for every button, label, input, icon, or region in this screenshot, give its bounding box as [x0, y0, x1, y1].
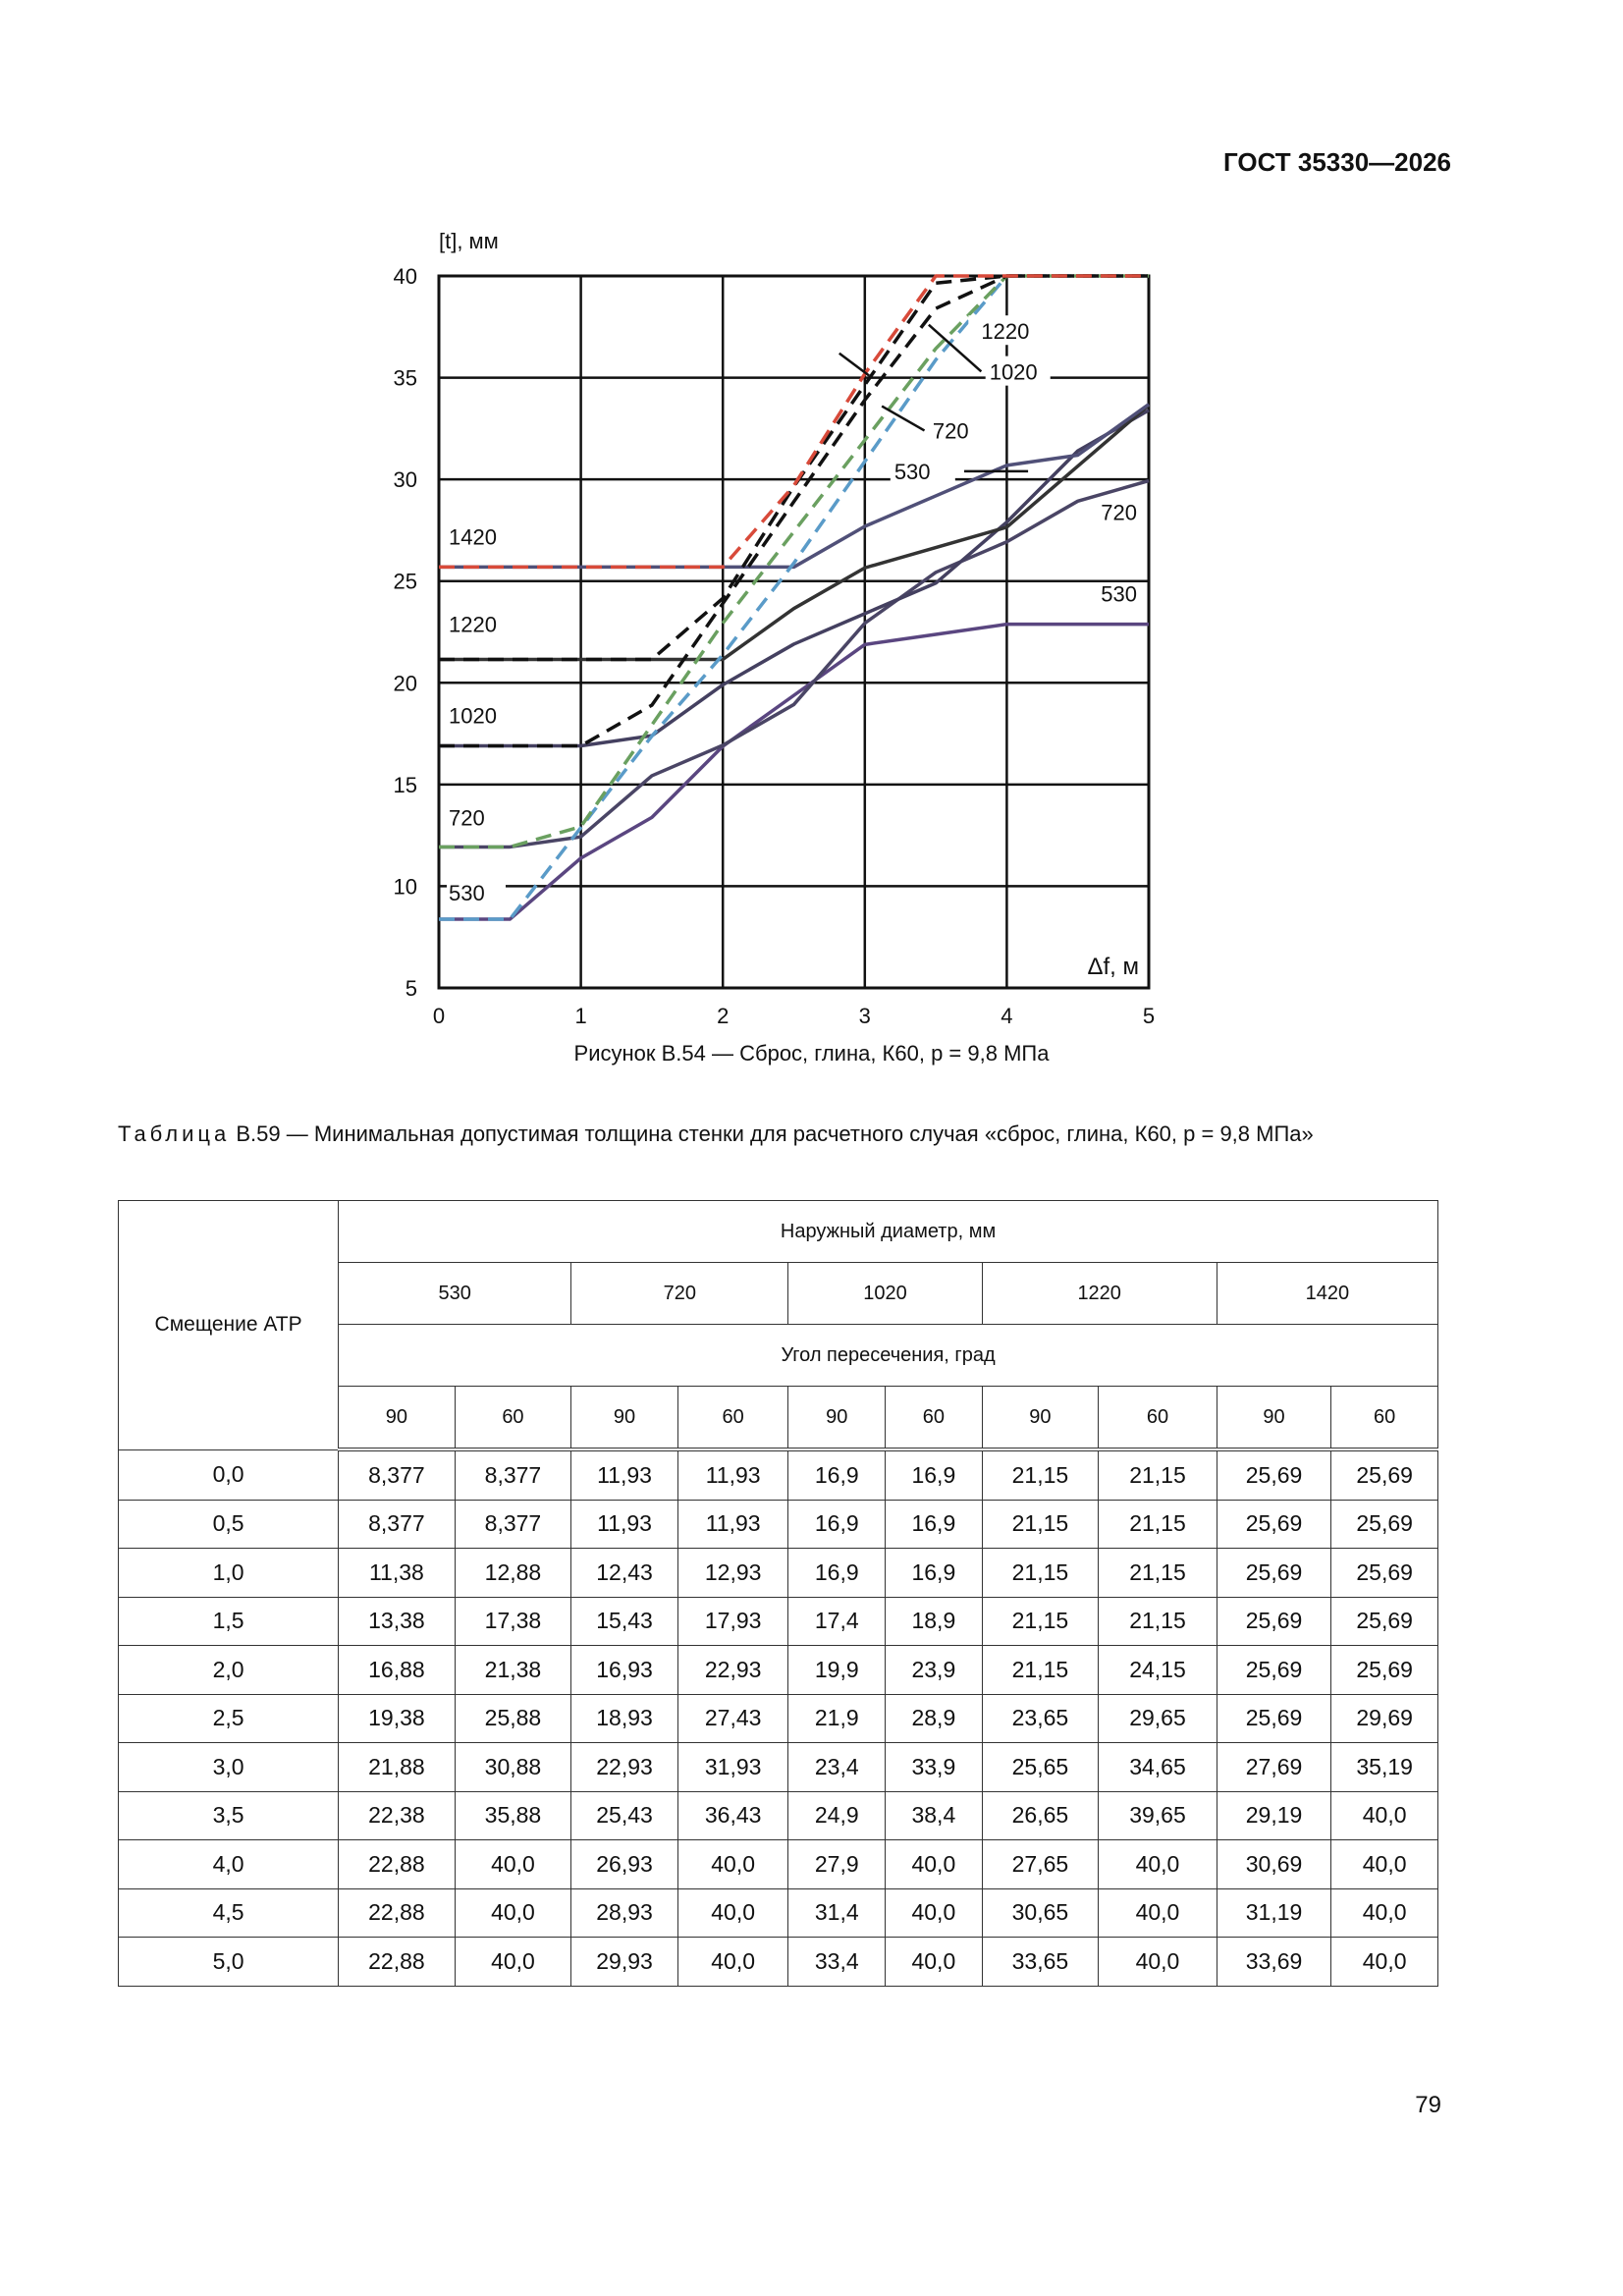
- value-cell: 16,9: [886, 1449, 983, 1500]
- value-cell: 25,69: [1331, 1646, 1438, 1695]
- value-cell: 40,0: [1099, 1888, 1217, 1938]
- value-cell: 33,69: [1217, 1938, 1331, 1987]
- value-cell: 22,93: [677, 1646, 788, 1695]
- value-cell: 15,43: [571, 1597, 678, 1646]
- table-caption-text: В.59 — Минимальная допустимая толщина стенки для расчетного случая «сброс, глина, К60, p = 9,8 МПа»: [230, 1121, 1314, 1146]
- value-cell: 29,93: [571, 1938, 678, 1987]
- value-cell: 22,88: [339, 1888, 456, 1938]
- curve-label-720: 720: [449, 805, 485, 831]
- value-cell: 17,4: [788, 1597, 886, 1646]
- value-cell: 8,377: [455, 1500, 571, 1549]
- value-cell: 24,15: [1099, 1646, 1217, 1695]
- table-row: [119, 1500, 1438, 1549]
- offset-cell: 4,5: [119, 1888, 339, 1938]
- y-tick-label: 5: [405, 976, 417, 1001]
- x-tick-label: 5: [1142, 1004, 1156, 1028]
- value-cell: 31,19: [1217, 1888, 1331, 1938]
- value-cell: 18,93: [571, 1694, 678, 1743]
- value-cell: 40,0: [886, 1840, 983, 1889]
- value-cell: 16,9: [886, 1549, 983, 1598]
- value-cell: 40,0: [455, 1938, 571, 1987]
- x-tick-label: 4: [1001, 1004, 1013, 1028]
- value-cell: 40,0: [1331, 1840, 1438, 1889]
- value-cell: 25,69: [1331, 1500, 1438, 1549]
- offset-cell: 3,0: [119, 1743, 339, 1792]
- table-row: [119, 1888, 1438, 1938]
- value-cell: 27,43: [677, 1694, 788, 1743]
- value-cell: 16,9: [788, 1500, 886, 1549]
- value-cell: 11,93: [677, 1449, 788, 1500]
- value-cell: 35,88: [455, 1791, 571, 1840]
- curve-label-1220: 1220: [449, 612, 497, 637]
- value-cell: 25,69: [1331, 1549, 1438, 1598]
- table-row: [119, 1694, 1438, 1743]
- value-cell: 16,88: [339, 1646, 456, 1695]
- y-tick-label: 35: [393, 365, 417, 391]
- angle-cell: 60: [1099, 1387, 1217, 1450]
- y-tick-label: 10: [393, 874, 417, 900]
- value-cell: 25,69: [1217, 1597, 1331, 1646]
- table-row: [119, 1646, 1438, 1695]
- offset-cell: 1,5: [119, 1597, 339, 1646]
- table-row: [119, 1597, 1438, 1646]
- value-cell: 31,4: [788, 1888, 886, 1938]
- value-cell: 8,377: [455, 1449, 571, 1500]
- angle-cell: 60: [886, 1387, 983, 1450]
- value-cell: 40,0: [1331, 1791, 1438, 1840]
- diameter-header: Наружный диаметр, мм: [339, 1201, 1438, 1263]
- value-cell: 28,9: [886, 1694, 983, 1743]
- value-cell: 21,15: [982, 1500, 1099, 1549]
- offset-cell: 3,5: [119, 1791, 339, 1840]
- value-cell: 40,0: [677, 1888, 788, 1938]
- table-caption: [118, 1120, 1438, 1149]
- diameter-1020: 1020: [788, 1263, 982, 1325]
- offset-header: Смещение АТР: [119, 1201, 339, 1450]
- x-tick-label: 3: [858, 1004, 871, 1028]
- right-label-530: 530: [1101, 581, 1137, 607]
- y-tick-label: 15: [393, 772, 417, 797]
- value-cell: 40,0: [677, 1938, 788, 1987]
- value-cell: 40,0: [455, 1840, 571, 1889]
- offset-cell: 4,0: [119, 1840, 339, 1889]
- value-cell: 21,15: [1099, 1549, 1217, 1598]
- offset-cell: 0,5: [119, 1500, 339, 1549]
- value-cell: 19,38: [339, 1694, 456, 1743]
- value-cell: 40,0: [1331, 1938, 1438, 1987]
- diameter-720: 720: [571, 1263, 788, 1325]
- value-cell: 16,9: [788, 1449, 886, 1500]
- value-cell: 33,9: [886, 1743, 983, 1792]
- offset-cell: 0,0: [119, 1449, 339, 1500]
- value-cell: 11,93: [571, 1449, 678, 1500]
- value-cell: 22,88: [339, 1938, 456, 1987]
- x-tick-label: 0: [432, 1004, 446, 1028]
- value-cell: 22,38: [339, 1791, 456, 1840]
- offset-cell: 5,0: [119, 1938, 339, 1987]
- value-cell: 21,38: [455, 1646, 571, 1695]
- value-cell: 38,4: [886, 1791, 983, 1840]
- value-cell: 29,19: [1217, 1791, 1331, 1840]
- value-cell: 30,69: [1217, 1840, 1331, 1889]
- value-cell: 13,38: [339, 1597, 456, 1646]
- curve-label-1020: 1020: [449, 703, 497, 729]
- value-cell: 40,0: [455, 1888, 571, 1938]
- value-cell: 21,15: [982, 1549, 1099, 1598]
- value-cell: 25,69: [1217, 1449, 1331, 1500]
- value-cell: 11,93: [677, 1500, 788, 1549]
- value-cell: 23,9: [886, 1646, 983, 1695]
- angle-cell: 60: [1331, 1387, 1438, 1450]
- value-cell: 21,9: [788, 1694, 886, 1743]
- value-cell: 35,19: [1331, 1743, 1438, 1792]
- document-number: ГОСТ 35330—2026: [1223, 147, 1451, 177]
- value-cell: 31,93: [677, 1743, 788, 1792]
- value-cell: 40,0: [886, 1938, 983, 1987]
- angle-cell: 90: [788, 1387, 886, 1450]
- x-tick-label: 1: [574, 1004, 587, 1028]
- value-cell: 23,65: [982, 1694, 1099, 1743]
- value-cell: 19,9: [788, 1646, 886, 1695]
- value-cell: 21,15: [982, 1646, 1099, 1695]
- y-tick-label: 40: [393, 264, 417, 289]
- value-cell: 25,69: [1331, 1449, 1438, 1500]
- table-row: [119, 1840, 1438, 1889]
- value-cell: 24,9: [788, 1791, 886, 1840]
- value-cell: 12,43: [571, 1549, 678, 1598]
- figure-caption: Рисунок В.54 — Сброс, глина, К60, p = 9,8 МПа: [573, 1041, 1050, 1066]
- value-cell: 29,69: [1331, 1694, 1438, 1743]
- value-cell: 36,43: [677, 1791, 788, 1840]
- value-cell: 33,4: [788, 1938, 886, 1987]
- angle-cell: 90: [1217, 1387, 1331, 1450]
- x-tick-label: 2: [717, 1004, 730, 1028]
- value-cell: 26,93: [571, 1840, 678, 1889]
- value-cell: 11,93: [571, 1500, 678, 1549]
- value-cell: 25,69: [1217, 1694, 1331, 1743]
- callout-label-720: 720: [932, 418, 969, 444]
- value-cell: 25,43: [571, 1791, 678, 1840]
- value-cell: 8,377: [339, 1500, 456, 1549]
- offset-cell: 2,0: [119, 1646, 339, 1695]
- value-cell: 25,69: [1217, 1500, 1331, 1549]
- table-row: [119, 1449, 1438, 1500]
- value-cell: 21,15: [1099, 1449, 1217, 1500]
- page-number: 79: [1415, 2092, 1441, 2118]
- value-cell: 25,65: [982, 1743, 1099, 1792]
- value-cell: 27,9: [788, 1840, 886, 1889]
- thickness-table: [118, 1200, 1438, 1987]
- value-cell: 40,0: [1331, 1888, 1438, 1938]
- value-cell: 21,15: [1099, 1597, 1217, 1646]
- value-cell: 22,88: [339, 1840, 456, 1889]
- value-cell: 22,93: [571, 1743, 678, 1792]
- table-row: [119, 1743, 1438, 1792]
- table-row: [119, 1938, 1438, 1987]
- curve-label-1420: 1420: [449, 524, 497, 550]
- value-cell: 23,4: [788, 1743, 886, 1792]
- value-cell: 40,0: [1099, 1840, 1217, 1889]
- thickness-chart: [0, 0, 1623, 1080]
- curve-label-530: 530: [449, 880, 485, 905]
- value-cell: 21,15: [982, 1597, 1099, 1646]
- diameter-1220: 1220: [982, 1263, 1217, 1325]
- table-row: [119, 1791, 1438, 1840]
- angle-cell: 90: [339, 1387, 456, 1450]
- value-cell: 40,0: [886, 1888, 983, 1938]
- table-row: [119, 1549, 1438, 1598]
- y-tick-label: 20: [393, 671, 417, 696]
- value-cell: 17,38: [455, 1597, 571, 1646]
- angle-cell: 60: [677, 1387, 788, 1450]
- value-cell: 27,69: [1217, 1743, 1331, 1792]
- value-cell: 39,65: [1099, 1791, 1217, 1840]
- diameter-530: 530: [339, 1263, 571, 1325]
- value-cell: 40,0: [677, 1840, 788, 1889]
- value-cell: 30,88: [455, 1743, 571, 1792]
- value-cell: 25,88: [455, 1694, 571, 1743]
- value-cell: 21,88: [339, 1743, 456, 1792]
- value-cell: 29,65: [1099, 1694, 1217, 1743]
- y-axis-label: [t], мм: [439, 229, 499, 253]
- value-cell: 27,65: [982, 1840, 1099, 1889]
- value-cell: 33,65: [982, 1938, 1099, 1987]
- right-label-720: 720: [1101, 500, 1137, 525]
- value-cell: 21,15: [982, 1449, 1099, 1500]
- callout-label-1020: 1020: [989, 359, 1038, 385]
- angle-cell: 90: [982, 1387, 1099, 1450]
- y-tick-label: 25: [393, 569, 417, 594]
- value-cell: 30,65: [982, 1888, 1099, 1938]
- value-cell: 11,38: [339, 1549, 456, 1598]
- value-cell: 25,69: [1217, 1646, 1331, 1695]
- value-cell: 25,69: [1217, 1549, 1331, 1598]
- offset-cell: 1,0: [119, 1549, 339, 1598]
- angle-header: Угол пересечения, град: [339, 1325, 1438, 1387]
- value-cell: 16,9: [788, 1549, 886, 1598]
- value-cell: 12,88: [455, 1549, 571, 1598]
- y-tick-label: 30: [393, 467, 417, 493]
- value-cell: 28,93: [571, 1888, 678, 1938]
- callout-label-530: 530: [893, 460, 931, 485]
- diameter-1420: 1420: [1217, 1263, 1437, 1325]
- offset-cell: 2,5: [119, 1694, 339, 1743]
- value-cell: 8,377: [339, 1449, 456, 1500]
- angle-cell: 90: [571, 1387, 678, 1450]
- value-cell: 25,69: [1331, 1597, 1438, 1646]
- value-cell: 21,15: [1099, 1500, 1217, 1549]
- table-caption-word: Таблица: [118, 1121, 231, 1146]
- x-axis-label: Δf, м: [1087, 954, 1139, 980]
- value-cell: 18,9: [886, 1597, 983, 1646]
- callout-label-1220: 1220: [981, 319, 1030, 345]
- angle-cell: 60: [455, 1387, 571, 1450]
- value-cell: 12,93: [677, 1549, 788, 1598]
- value-cell: 40,0: [1099, 1938, 1217, 1987]
- value-cell: 16,93: [571, 1646, 678, 1695]
- value-cell: 16,9: [886, 1500, 983, 1549]
- value-cell: 34,65: [1099, 1743, 1217, 1792]
- value-cell: 26,65: [982, 1791, 1099, 1840]
- value-cell: 17,93: [677, 1597, 788, 1646]
